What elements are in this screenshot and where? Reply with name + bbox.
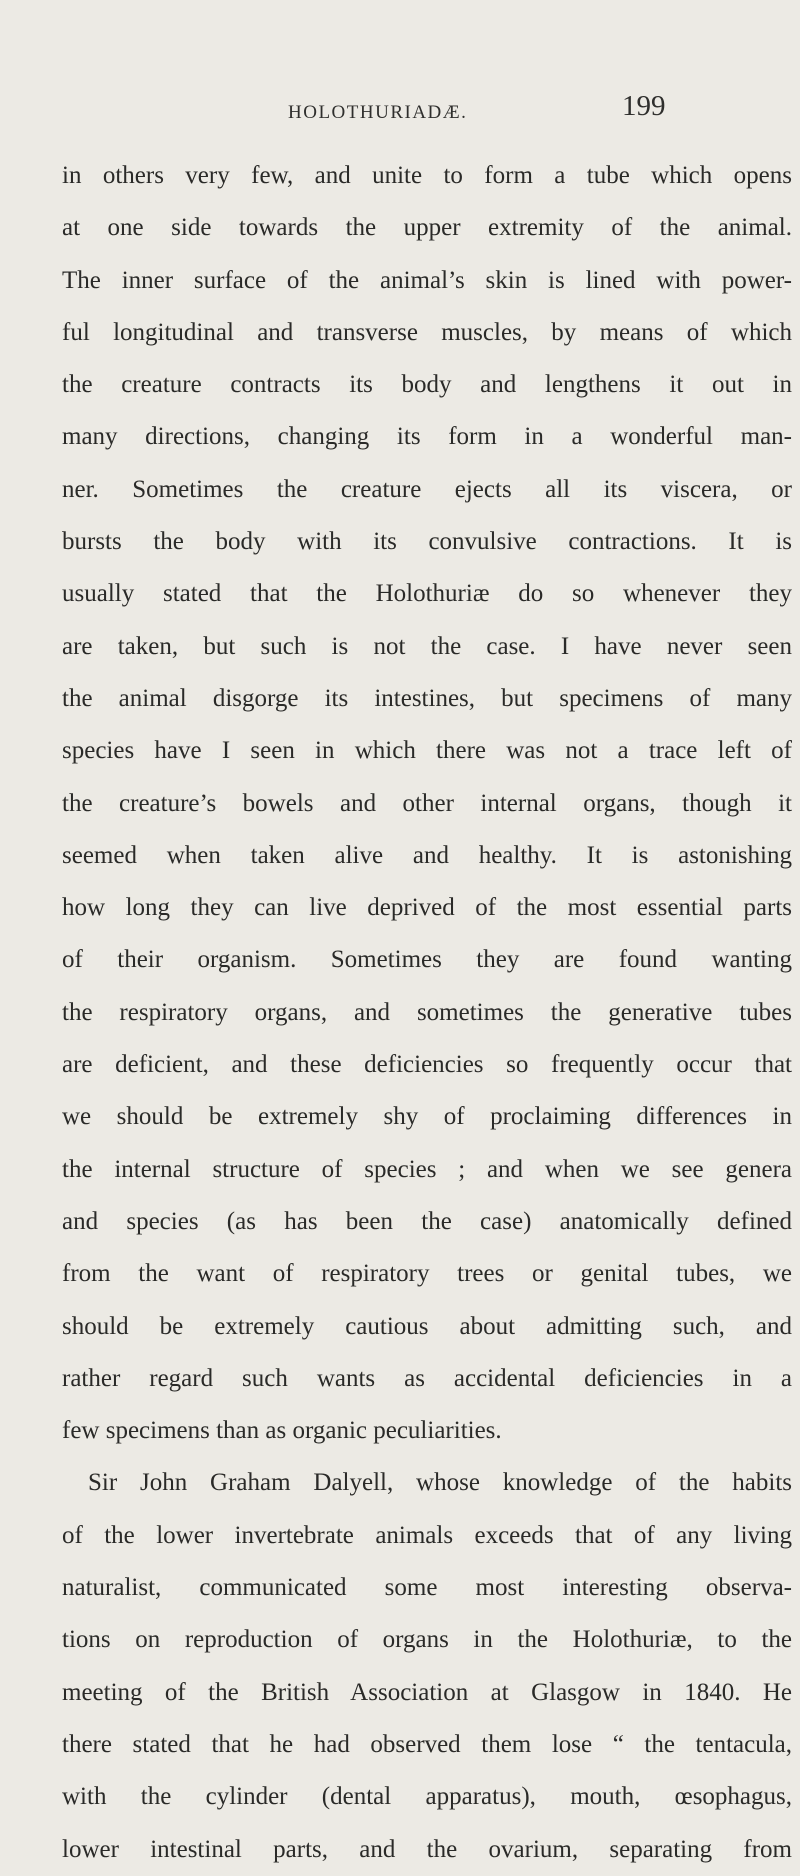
text-line: should be extremely cautious about admitting such, and: [62, 1312, 792, 1340]
text-line: naturalist, communicated some most interesting observa-: [62, 1574, 792, 1602]
text-line: are deficient, and these deficiencies so frequently occur that: [62, 1051, 792, 1079]
text-line: many directions, changing its form in a wonderful man-: [62, 423, 792, 451]
text-line: are taken, but such is not the case. I have never seen: [62, 632, 792, 660]
page-number: 199: [622, 90, 666, 122]
text-line: bursts the body with its convulsive contractions. It is: [62, 528, 792, 556]
text-line: there stated that he had observed them lose “ the tentacula,: [62, 1730, 792, 1758]
text-line: rather regard such wants as accidental deficiencies in a: [62, 1364, 792, 1392]
text-line: ner. Sometimes the creature ejects all its viscera, or: [62, 475, 792, 503]
text-line: the creature contracts its body and lengthens it out in: [62, 371, 792, 399]
text-line: we should be extremely shy of proclaiming differences in: [62, 1103, 792, 1131]
text-line: the animal disgorge its intestines, but specimens of many: [62, 684, 792, 712]
text-line: and species (as has been the case) anatomically defined: [62, 1207, 792, 1235]
text-line: species have I seen in which there was not a trace left of: [62, 737, 792, 765]
text-line: from the want of respiratory trees or genital tubes, we: [62, 1260, 792, 1288]
text-line: of the lower invertebrate animals exceeds that of any living: [62, 1521, 792, 1549]
text-line: the creature’s bowels and other internal organs, though it: [62, 789, 792, 817]
body-text: [62, 150, 792, 1876]
text-line: ful longitudinal and transverse muscles, by means of which: [62, 318, 792, 346]
text-line: at one side towards the upper extremity of the animal.: [62, 214, 792, 242]
text-line: Sir John Graham Dalyell, whose knowledge of the habits: [88, 1469, 792, 1497]
text-line: few specimens than as organic peculiarities.: [62, 1417, 502, 1445]
text-line: The inner surface of the animal’s skin is lined with power-: [62, 266, 792, 294]
running-head: HOLOTHURIADÆ.: [288, 102, 468, 123]
text-line: usually stated that the Holothuriæ do so whenever they: [62, 580, 792, 608]
text-line: how long they can live deprived of the most essential parts: [62, 894, 792, 922]
text-line: in others very few, and unite to form a tube which opens: [62, 162, 792, 189]
text-line: meeting of the British Association at Glasgow in 1840. He: [62, 1678, 792, 1706]
text-line: the respiratory organs, and sometimes the generative tubes: [62, 998, 792, 1026]
text-line: the internal structure of species ; and when we see genera: [62, 1155, 792, 1183]
text-line: lower intestinal parts, and the ovarium, separating from: [62, 1835, 792, 1863]
text-line: with the cylinder (dental apparatus), mouth, œsophagus,: [62, 1783, 792, 1811]
text-line: tions on reproduction of organs in the Holothuriæ, to the: [62, 1626, 792, 1654]
text-line: of their organism. Sometimes they are found wanting: [62, 946, 792, 974]
text-line: seemed when taken alive and healthy. It is astonishing: [62, 841, 792, 869]
